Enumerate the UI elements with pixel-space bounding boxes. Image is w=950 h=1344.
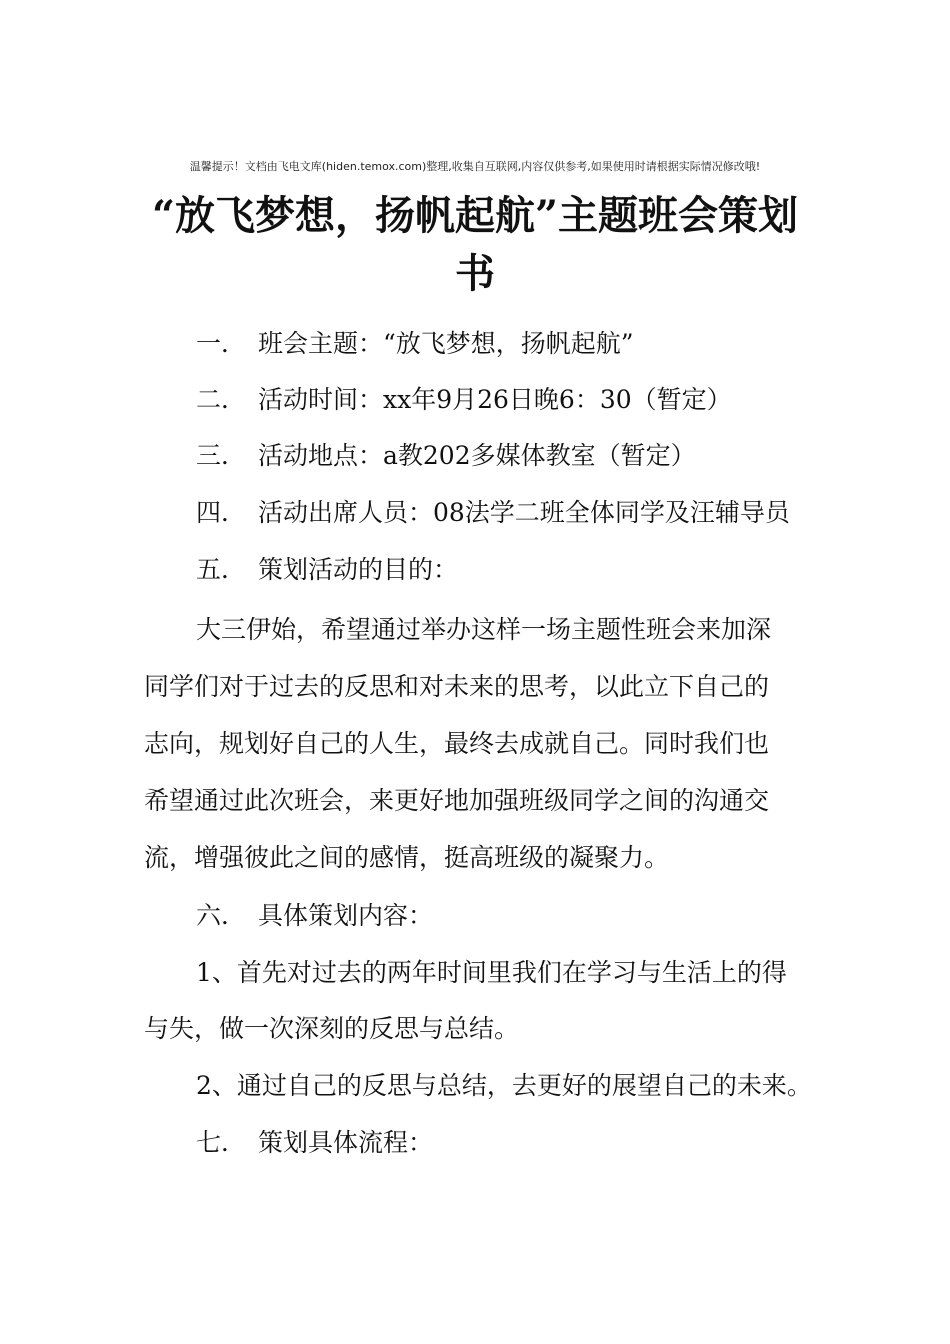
content-paragraph-line: 2、通过自己的反思与总结，去更好的展望自己的未来。 <box>196 1071 812 1100</box>
section-item-process <box>196 1130 433 1155</box>
section-number: 二． <box>196 385 247 414</box>
section-text: 活动地点：a教202多媒体教室（暂定） <box>258 441 696 470</box>
purpose-paragraph-line: 希望通过此次班会，来更好地加强班级同学之间的沟通交 <box>144 786 770 815</box>
section-number: 七． <box>196 1128 247 1157</box>
purpose-paragraph-line: 大三伊始，希望通过举办这样一场主题性班会来加深 <box>196 615 772 644</box>
content-paragraph-line: 1、首先对过去的两年时间里我们在学习与生活上的得 <box>196 958 787 987</box>
document-title-line-2: 书 <box>455 250 495 297</box>
purpose-paragraph-line: 流，增强彼此之间的感情，挺高班级的凝聚力。 <box>144 843 670 872</box>
purpose-paragraph-line: 同学们对于过去的反思和对未来的思考，以此立下自己的 <box>144 672 770 701</box>
document-title-line-1: “放飞梦想，扬帆起航”主题班会策划 <box>151 192 798 239</box>
section-text: 活动时间：xx年9月26日晚6：30（暂定） <box>258 385 732 414</box>
content-paragraph-line: 与失，做一次深刻的反思与总结。 <box>144 1014 520 1043</box>
section-item-location <box>196 443 696 468</box>
purpose-paragraph-line: 志向，规划好自己的人生，最终去成就自己。同时我们也 <box>144 729 770 758</box>
section-number: 四． <box>196 498 247 527</box>
section-text: 班会主题：“放飞梦想，扬帆起航” <box>258 329 634 358</box>
section-item-attendees <box>196 500 790 525</box>
section-item-theme <box>196 331 634 356</box>
section-number: 五． <box>196 555 247 584</box>
section-text: 策划活动的目的： <box>258 555 459 584</box>
section-number: 六． <box>196 901 247 930</box>
section-number: 一． <box>196 329 247 358</box>
section-item-time <box>196 387 732 412</box>
section-text: 具体策划内容： <box>258 901 434 930</box>
section-number: 三． <box>196 441 247 470</box>
section-item-purpose <box>196 557 458 582</box>
section-item-content <box>196 903 433 928</box>
section-text: 活动出席人员：08法学二班全体同学及汪辅导员 <box>258 498 790 527</box>
section-text: 策划具体流程： <box>258 1128 434 1157</box>
download-notice: 温馨提示！文档由飞电文库(hiden.temox.com)整理,收集自互联网,内容仅供参考,如果使用时请根据实际情况修改哦! <box>189 160 761 173</box>
